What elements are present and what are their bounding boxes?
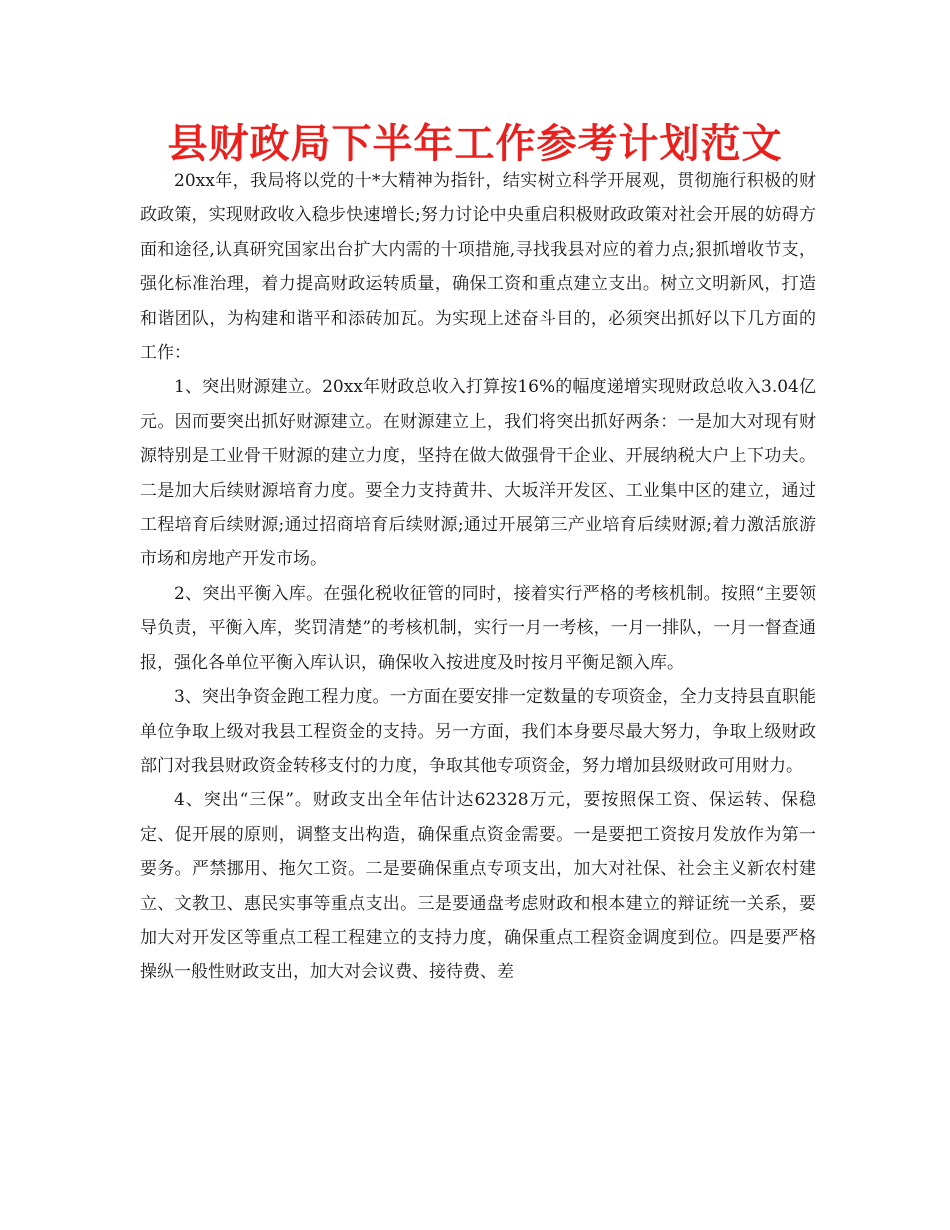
paragraph-intro: 20xx年，我局将以党的十*大精神为指针，结实树立科学开展观，贯彻施行积极的财政政策，实现财政收入稳步快速增长;努力讨论中央重启积极财政政策对社会开展的妨碍方面和途径,认真研究国家出台扩大内需的十项措施,寻找我县对应的着力点;狠抓增收节支，强化标准治理，着力提高财政运转质量，确保工资和重点建立支出。树立文明新风，打造和谐团队，为构建和谐平和添砖加瓦。为实现上述奋斗目的，必须突出抓好以下几方面的工作： bbox=[140, 171, 816, 364]
paragraph-item-2: 2、突出平衡入库。在强化税收征管的同时，接着实行严格的考核机制。按照“主要领导负责，平衡入库，奖罚清楚”的考核机制，实行一月一考核，一月一排队，一月一督查通报，强化各单位平衡入库认识，确保收入按进度及时按月平衡足额入库。 bbox=[140, 583, 816, 673]
paragraph-item-4: 4、突出“三保”。财政支出全年估计达62328万元，要按照保工资、保运转、保稳定、促开展的原则，调整支出构造，确保重点资金需要。一是要把工资按月发放作为第一要务。严禁挪用、拖欠工资。二是要确保重点专项支出，加大对社保、社会主义新农村建立、文教卫、惠民实事等重点支出。三是要通盘考虑财政和根本建立的辩证统一关系，要加大对开发区等重点工程工程建立的支持力度，确保重点工程资金调度到位。四是要严格操纵一般性财政支出，加大对会议费、接待费、差 bbox=[140, 790, 816, 983]
document-body bbox=[140, 164, 816, 990]
paragraph-item-3: 3、突出争资金跑工程力度。一方面在要安排一定数量的专项资金，全力支持县直职能单位争取上级对我县工程资金的支持。另一方面，我们本身要尽最大努力，争取上级财政部门对我县财政资金转移支付的力度，争取其他专项资金，努力增加县级财政可用财力。 bbox=[140, 687, 816, 776]
document-title: 县财政局下半年工作参考计划范文 bbox=[167, 121, 783, 167]
paragraph-item-1: 1、突出财源建立。20xx年财政总收入打算按16%的幅度递增实现财政总收入3.04亿元。因而要突出抓好财源建立。在财源建立上，我们将突出抓好两条：一是加大对现有财源特别是工业骨干财源的建立力度，坚持在做大做强骨干企业、开展纳税大户上下功夫。二是加大后续财源培育力度。要全力支持黄井、大坂洋开发区、工业集中区的建立，通过工程培育后续财源;通过招商培育后续财源;通过开展第三产业培育后续财源;着力激活旅游市场和房地产开发市场。 bbox=[140, 377, 816, 570]
